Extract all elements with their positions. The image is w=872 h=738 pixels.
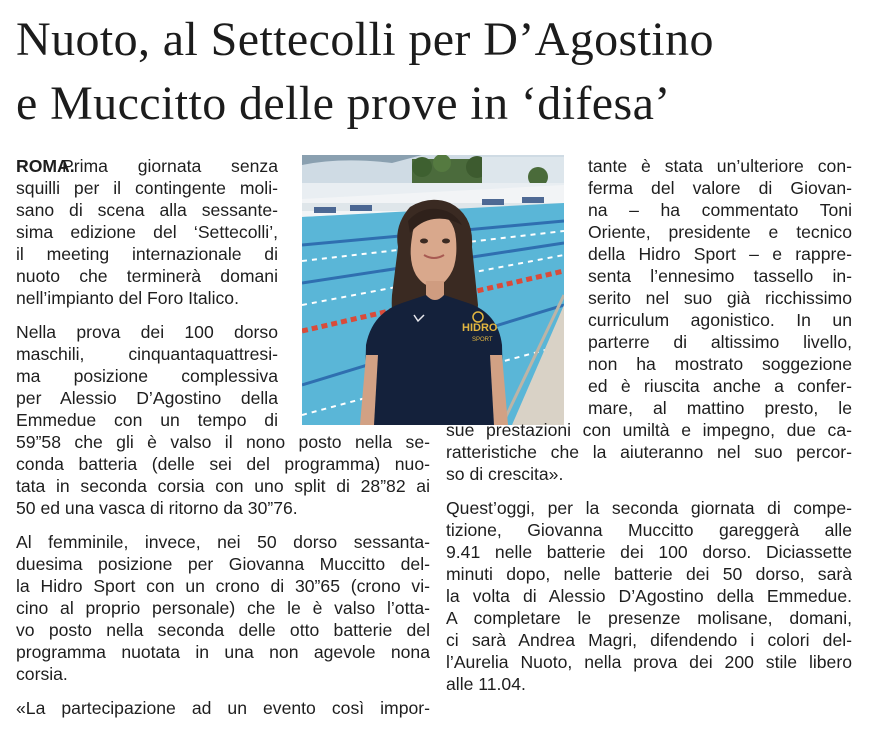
article-line: Al femminile, invece, nei 50 dorso sessanta- [16,532,430,552]
article-line: Prima giornata senza [62,156,278,176]
headline-line-1: Nuoto, al Settecolli per D’Agostino [16,13,714,66]
article-line: «La partecipazione ad un evento così impor- [16,698,430,718]
article-line: so di crescita». [446,464,564,484]
article-line: sima edizione del ‘Settecolli’, [16,222,278,242]
article-line: minuti dopo, nelle batterie dei 50 dorso, sarà [446,564,852,584]
headline-line-2: e Muccitto delle prove in ‘difesa’ [16,77,671,130]
article-line: sano di scena alla sessante- [16,200,278,220]
article-line: squilli per il contingente moli- [16,178,278,198]
article-line: alle 11.04. [446,674,526,694]
article-line: serito nel suo già ricchissimo [588,288,852,308]
article-line: ma posizione complessiva [16,366,278,386]
article-line: nuoto che terminerà domani [16,266,278,286]
article-line: curriculum agonistico. In un [588,310,852,330]
article-line: senta l’ennesimo tassello in- [588,266,852,286]
article-line: non ha mostrato soggezione [588,354,852,374]
dateline: ROMA. [16,156,75,176]
article-line: per Alessio D’Agostino della [16,388,278,408]
article-line: maschili, cinquantaquattresi- [16,344,278,364]
article-line: mare, al mattino presto, le [588,398,852,418]
article-line: parterre di altissimo livello, [588,332,852,352]
article-line: ed è riuscita anche a confer- [588,376,852,396]
article-line: sue prestazioni con umiltà e impegno, due ca- [446,420,852,440]
article-line: ferma del valore di Giovan- [588,178,852,198]
article-line: il meeting internazionale di [16,244,278,264]
article-line: A completare le presenze molisane, domani, [446,608,852,628]
article-line: ci sarà Andrea Magri, difendendo i colori del- [446,630,852,650]
article-line: tata in seconda corsia con uno split di 28”82 ai [16,476,430,496]
article-line: Emmedue con un tempo di [16,410,278,430]
article-line: 9.41 nelle batterie dei 100 dorso. Diciassette [446,542,852,562]
article-line: Nella prova dei 100 dorso [16,322,278,342]
article-line: programma nuotata in una non agevole nona [16,642,430,662]
article-line: della Hidro Sport – e rappre- [588,244,852,264]
article-line: vo posto nella seconda delle otto batterie del [16,620,430,640]
article-line: 59”58 che gli è valso il nono posto nella se- [16,432,430,452]
article-line: tante è stata un’ulteriore con- [588,156,852,176]
article-line: tizione, Giovanna Muccitto gareggerà alle [446,520,852,540]
article-line: na – ha commentato Toni [588,200,852,220]
shirt-logo-subtext: SPORT [472,337,493,343]
article-line: la Hidro Sport con un crono di 30”65 (crono vi- [16,576,430,596]
article-line: 50 ed una vasca di ritorno da 30”76. [16,498,298,518]
article-line: ratteristiche che la aiuteranno nel suo percor- [446,442,852,462]
article-line: cino al proprio personale) che le è valso l’otta- [16,598,430,618]
article-line: conda batteria (delle sei del programma) nuo- [16,454,430,474]
article-line: duesima posizione per Giovanna Muccitto del- [16,554,430,574]
article-line: Oriente, presidente e tecnico [588,222,852,242]
article-line: nell’impianto del Foro Italico. [16,288,239,308]
article-line: la volta di Alessio D’Agostino della Emmedue. [446,586,852,606]
article-line: corsia. [16,664,68,684]
article-line: l’Aurelia Nuoto, nella prova dei 200 stile libero [446,652,852,672]
shirt-logo-text: HIDRO [462,322,498,334]
article-line: Quest’oggi, per la seconda giornata di compe- [446,498,852,518]
headline [16,8,866,136]
article-photo-swimmer [302,155,564,425]
